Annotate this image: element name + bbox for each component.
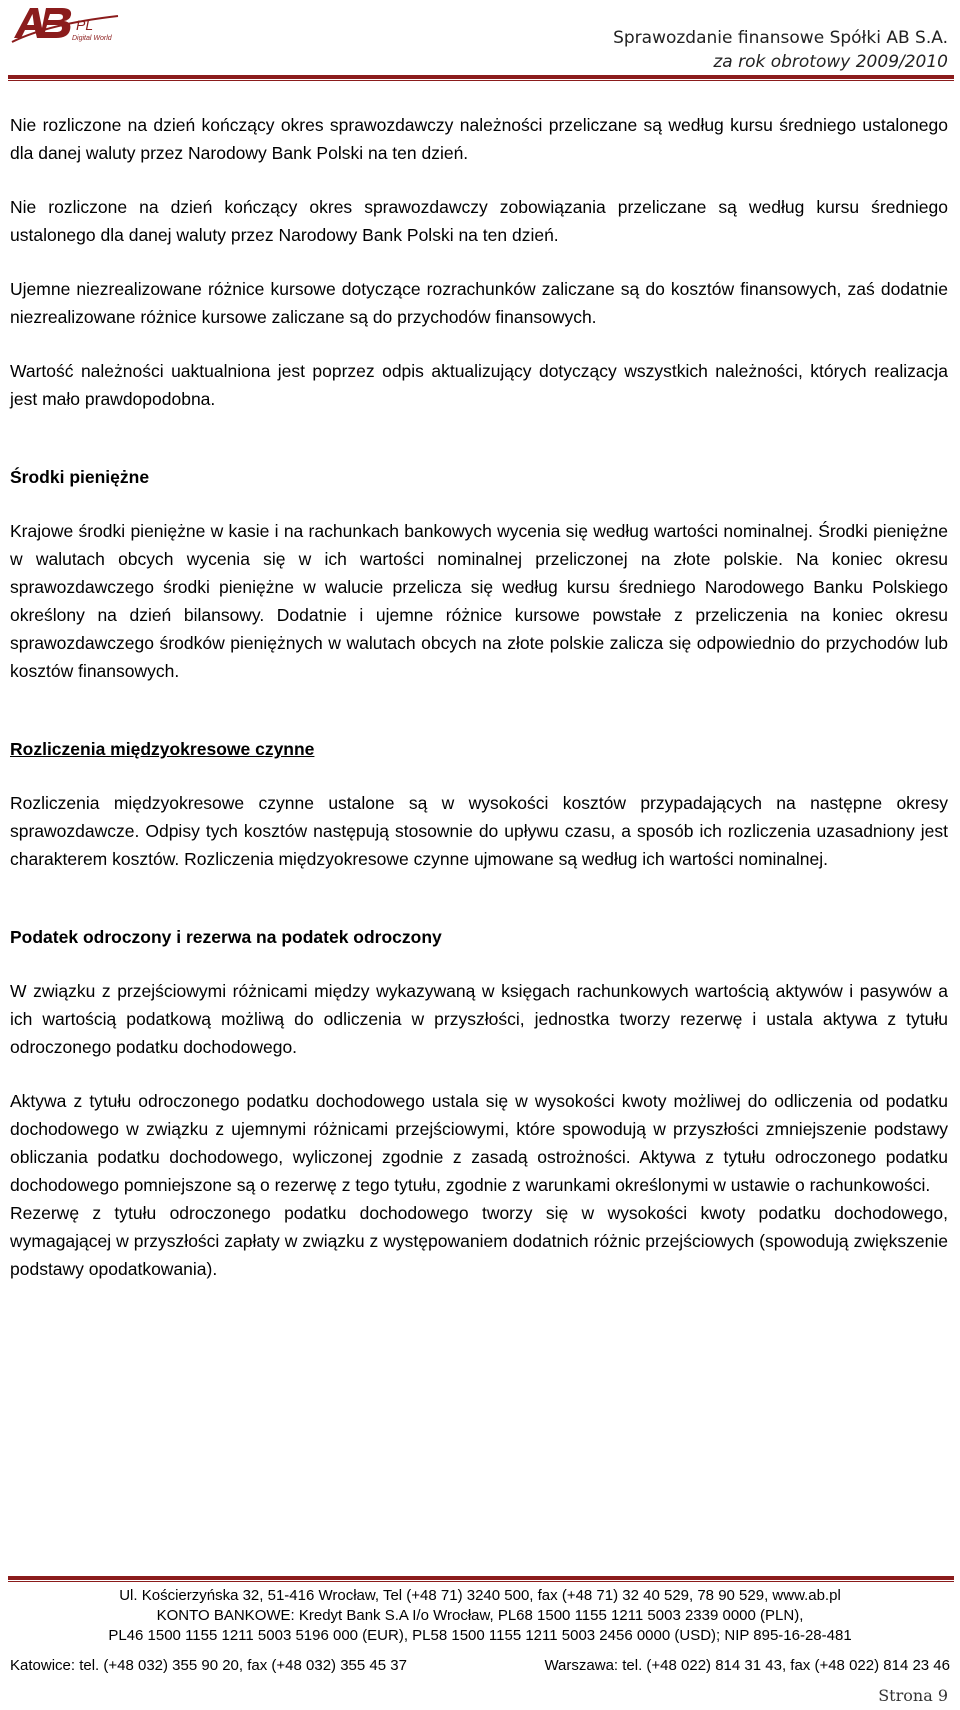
document-body [10, 111, 948, 1283]
report-title-sub: za rok obrotowy 2009/2010 [713, 52, 948, 72]
footer-rule-thin [8, 1581, 954, 1582]
paragraph-liabilities: Nie rozliczone na dzień kończący okres sprawozdawczy zobowiązania przeliczane są według kursu średniego ustalonego dla danej waluty przez Narodowy Bank Polski na ten dzień. [10, 197, 948, 245]
report-title [613, 26, 948, 74]
footer-rule [8, 1576, 954, 1580]
paragraph-prepayments: Rozliczenia międzyokresowe czynne ustalone są w wysokości kosztów przypadających na następne okresy sprawozdawcze. Odpisy tych kosztów następują stosownie do upływu czasu, a sposób ich rozliczenia uzasadniony jest charakterem kosztów. Rozliczenia międzyokresowe czynne ujmowane są według ich wartości nominalnej. [10, 793, 948, 869]
header-rule-thin [8, 80, 954, 81]
report-title-main: Sprawozdanie finansowe Spółki AB S.A. [613, 28, 948, 48]
heading-cash: Środki pieniężne [10, 467, 150, 487]
page-header [0, 0, 960, 90]
page-number: Strona 9 [878, 1686, 948, 1705]
ab-logo [8, 2, 123, 44]
paragraph-deferred-tax-assets: Aktywa z tytułu odroczonego podatku dochodowego ustala się w wysokości kwoty możliwej do odliczenia od podatku dochodowego w związku z ujemnymi różnicami przejściowymi, które spowodują w przyszłości zmniejszenie podstawy obliczania podatku dochodowego, wyliczonej zgodnie z zasadą ostrożności. Aktywa z tytułu odroczonego podatku dochodowego pomniejszone są o rezerwę z tego tytułu, zgodnie z warunkami określonymi w ustawie o rachunkowości. [10, 1091, 948, 1195]
footer-bank-accounts-foreign: PL46 1500 1155 1211 5003 5196 000 (EUR), PL58 1500 1155 1211 5003 2456 0000 (USD); NIP 895-16-28-481 [108, 1627, 852, 1644]
logo-tagline: Digital World [72, 35, 112, 42]
paragraph-cash: Krajowe środki pieniężne w kasie i na rachunkach bankowych wycenia się według wartości nominalnej. Środki pieniężne w walutach obcych wycenia się w ich wartości nominalnej przeliczonej na złote polskie. Na koniec okresu sprawozdawczego środki pieniężne w walucie przelicza się według kursu średniego Narodowego Banku Polskiego określony na dzień bilansowy. Dodatnie i ujemne różnice kursowe powstałe z przeliczenia na koniec okresu sprawozdawczego środków pieniężnych w walutach obcych na złote polskie zalicza się odpowiednio do przychodów lub kosztów finansowych. [10, 521, 948, 681]
paragraph-exchange-differences: Ujemne niezrealizowane różnice kursowe dotyczące rozrachunków zaliczane są do kosztów finansowych, zaś dodatnie niezrealizowane różnice kursowe zaliczane są do przychodów finansowych. [10, 279, 948, 327]
paragraph-deferred-tax-intro: W związku z przejściowymi różnicami między wykazywaną w księgach rachunkowych wartością aktywów i pasywów a ich wartością podatkową możliwą do odliczenia w przyszłości, jednostka tworzy rezerwę i ustala aktywa z tytułu odroczonego podatku dochodowego. [10, 981, 948, 1057]
header-rule [8, 75, 954, 79]
paragraph-receivables: Nie rozliczone na dzień kończący okres sprawozdawczy należności przeliczane są według kursu średniego ustalonego dla danej waluty przez Narodowy Bank Polski na ten dzień. [10, 115, 948, 163]
heading-prepayments: Rozliczenia międzyokresowe czynne [10, 739, 315, 759]
paragraph-deferred-tax-provision: Rezerwę z tytułu odroczonego podatku dochodowego tworzy się w wysokości kwoty podatku dochodowego, wymagającej w przyszłości zapłaty w związku z występowaniem dodatnich różnic przejściowych (spowodują zwiększenie podstawy opodatkowania). [10, 1203, 948, 1279]
heading-deferred-tax: Podatek odroczony i rezerwa na podatek odroczony [10, 927, 442, 947]
footer-warszawa: Warszawa: tel. (+48 022) 814 31 43, fax (+48 022) 814 23 46 [544, 1657, 950, 1674]
footer-bank-account: KONTO BANKOWE: Kredyt Bank S.A I/o Wrocław, PL68 1500 1155 1211 5003 2339 0000 (PLN), [156, 1607, 804, 1624]
footer-katowice: Katowice: tel. (+48 032) 355 90 20, fax (+48 032) 355 45 37 [10, 1657, 407, 1674]
page-footer [0, 1586, 960, 1676]
footer-branches [0, 1656, 960, 1676]
logo-suffix: PL [76, 17, 94, 33]
paragraph-receivables-writeoff: Wartość należności uaktualniona jest poprzez odpis aktualizujący dotyczący wszystkich należności, których realizacja jest mało prawdopodobna. [10, 361, 948, 409]
footer-address: Ul. Kościerzyńska 32, 51-416 Wrocław, Tel (+48 71) 3240 500, fax (+48 71) 32 40 529, 78 90 529, www.ab.pl [119, 1587, 841, 1604]
